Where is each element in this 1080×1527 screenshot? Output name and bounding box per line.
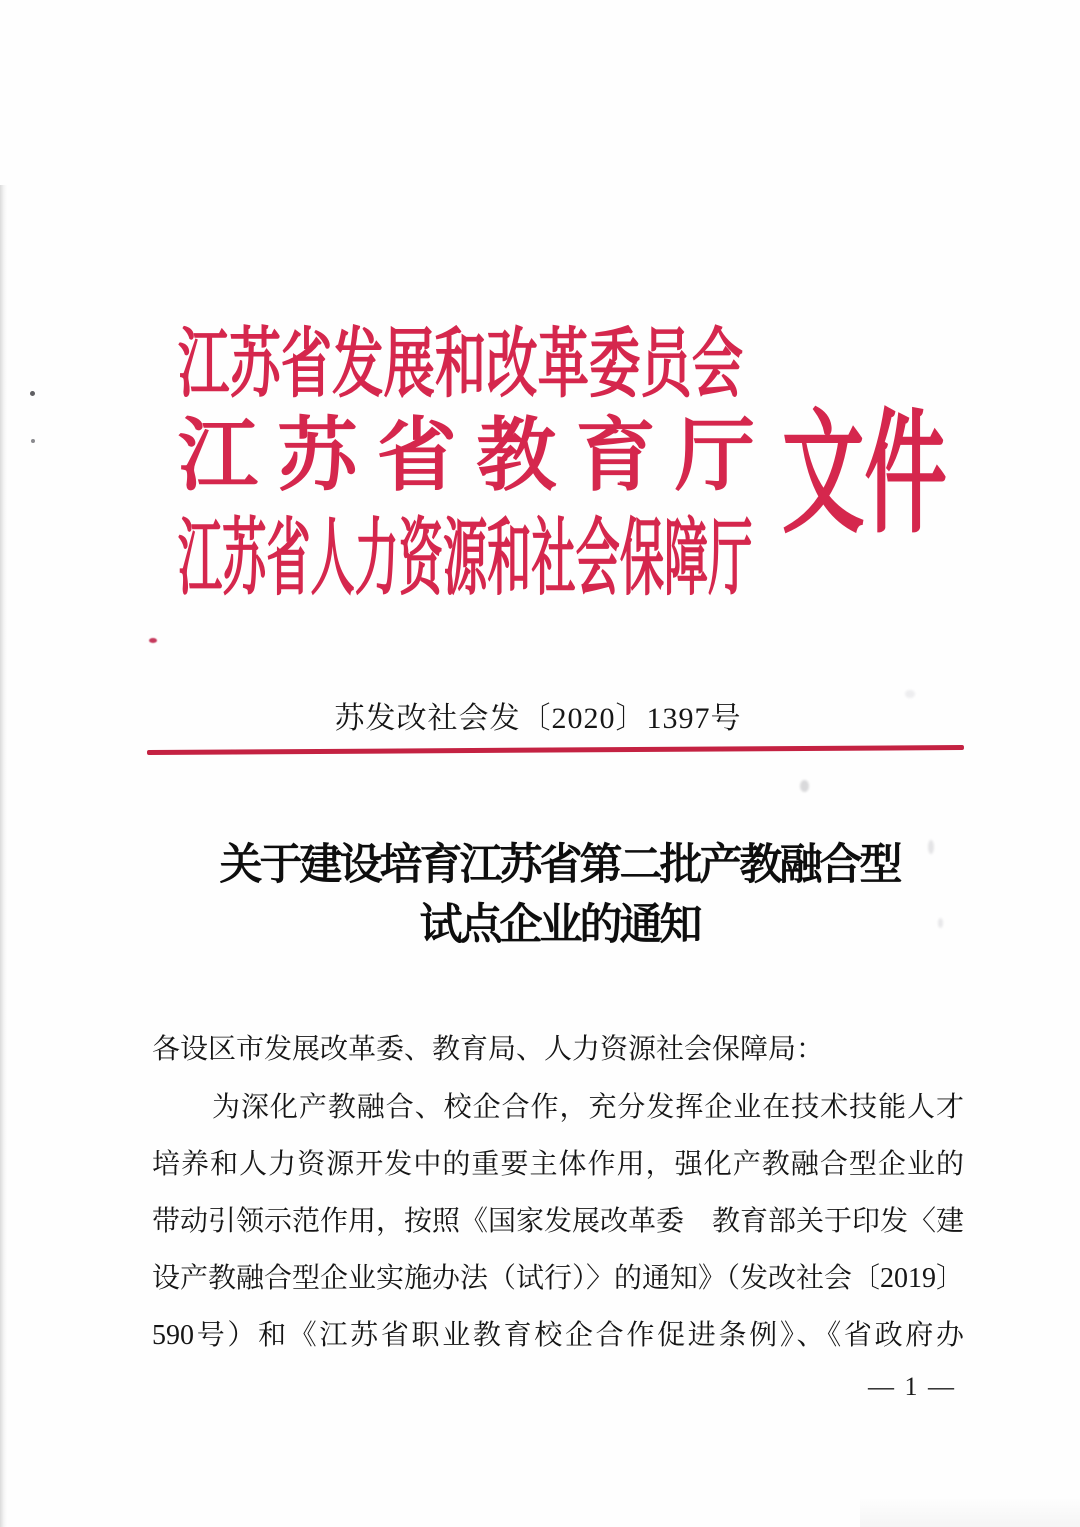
org-line-human-resources-department: 江苏省人力资源和社会保障厅 bbox=[178, 513, 753, 606]
body-line-5: 590号）和《江苏省职业教育校企合作促进条例》、《省政府办 bbox=[152, 1320, 964, 1351]
salutation-line: 各设区市发展改革委、教育局、人力资源社会保障局： bbox=[152, 1034, 825, 1065]
body-line-3: 带动引领示范作用，按照《国家发展改革委 教育部关于印发〈建 bbox=[152, 1206, 965, 1237]
scan-speck-red bbox=[149, 638, 157, 643]
doc-title-line-1: 关于建设培育江苏省第二批产教融合型 bbox=[219, 842, 900, 889]
scan-bottom-shadow bbox=[860, 1497, 1080, 1527]
page-number: — 1 — bbox=[868, 1372, 956, 1401]
scan-speck bbox=[30, 391, 35, 396]
scan-speck bbox=[905, 690, 915, 698]
scan-speck bbox=[800, 780, 809, 792]
body-line-2: 培养和人力资源开发中的重要主体作用，强化产教融合型企业的 bbox=[152, 1149, 964, 1180]
scan-edge-shadow bbox=[0, 185, 7, 1527]
scan-speck bbox=[31, 439, 35, 443]
org-line-development-reform-commission: 江苏省发展和改革委员会 bbox=[178, 323, 744, 407]
doc-type-label: 文件 bbox=[782, 401, 947, 549]
scan-speck bbox=[938, 918, 943, 928]
scan-speck bbox=[928, 840, 934, 854]
body-line-4: 设产教融合型企业实施办法（试行）〉的通知》（发改社会〔2019〕 bbox=[152, 1263, 965, 1294]
doc-reference-number: 苏发改社会发〔2020〕1397号 bbox=[334, 702, 742, 735]
body-line-1: 为深化产教融合、校企合作，充分发挥企业在技术技能人才 bbox=[212, 1092, 964, 1123]
doc-title-line-2: 试点企业的通知 bbox=[419, 902, 700, 949]
red-divider-rule bbox=[147, 745, 964, 755]
org-line-education-department: 江苏省教育厅 bbox=[178, 413, 755, 501]
